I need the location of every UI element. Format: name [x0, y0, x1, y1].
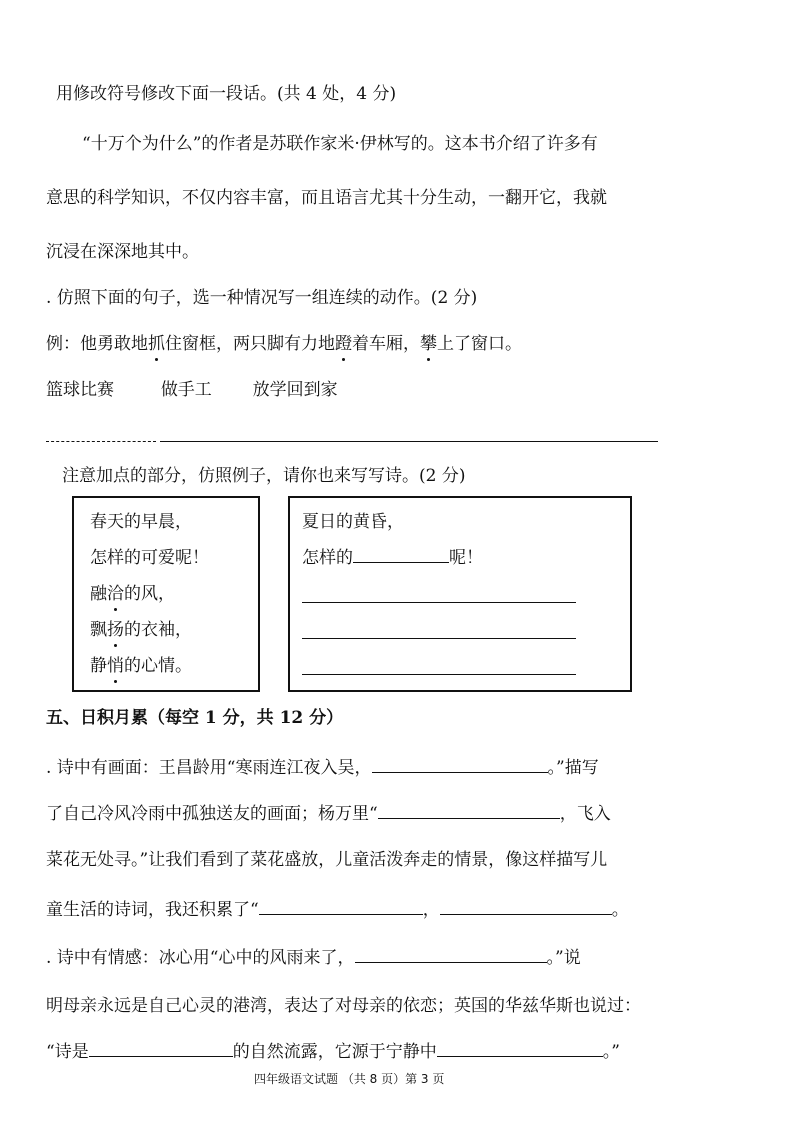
- poem-answer-box: [288, 496, 632, 692]
- action-option: 放学回到家: [252, 380, 338, 400]
- q2-blank[interactable]: [437, 1040, 603, 1057]
- poem-dotted-char: 扬: [107, 620, 124, 640]
- q1-text: ，飞入: [559, 804, 611, 824]
- poem-example-box: [72, 496, 260, 692]
- q1-text: 了自己冷风冷雨中孤独送友的画面；杨万里“: [46, 804, 378, 824]
- poem-left-line: 怎样的可爱呢！: [90, 548, 209, 568]
- q2-blank[interactable]: [355, 946, 547, 963]
- q2-blank[interactable]: [89, 1040, 233, 1057]
- q1-line1: [46, 756, 599, 780]
- poem-dotted-char: 洽: [107, 584, 124, 604]
- page-footer: 四年级语文试题 （共 8 页）第 3 页: [254, 1072, 445, 1086]
- answer-line[interactable]: [160, 441, 658, 442]
- q2-text: “诗是: [46, 1042, 89, 1062]
- poem-prompt-prefix: 怎样的: [302, 548, 353, 568]
- poem-char: 飘: [90, 620, 107, 640]
- poem-right-prompt: [302, 546, 483, 570]
- example-dotted-word: 蹬: [335, 334, 352, 354]
- poem-prompt-suffix: 呢！: [449, 548, 483, 568]
- poem-left-line: 春天的早晨，: [90, 512, 192, 532]
- action-example: [46, 332, 522, 356]
- poem-dotted-char: 悄: [107, 656, 124, 676]
- q1-blank[interactable]: [372, 756, 548, 773]
- q2-line3: [46, 1040, 620, 1064]
- poem-answer-line[interactable]: [302, 602, 576, 603]
- action-instruction: . 仿照下面的句子，选一种情况写一组连续的动作。(2 分): [46, 288, 478, 308]
- example-dotted-word: 抓: [148, 334, 165, 354]
- answer-line-dashed[interactable]: [46, 441, 156, 442]
- q2-text: 的自然流露，它源于宁静中: [232, 1042, 437, 1062]
- action-option: 做手工: [160, 380, 212, 400]
- section-five-heading: 五、日积月累（每空 1 分，共 12 分）: [46, 708, 344, 728]
- poem-char: 的心情。: [124, 656, 192, 676]
- q2-text: 。”: [602, 1042, 620, 1062]
- q1-text: ，: [422, 900, 440, 920]
- example-end: 上了窗口。: [437, 334, 522, 354]
- edit-instruction: 用修改符号修改下面一段话。(共 4 处，4 分): [56, 84, 397, 104]
- example-prefix: 例：他勇敢地: [46, 334, 148, 354]
- poem-char: 融: [90, 584, 107, 604]
- poem-left-line-dotted: [90, 582, 175, 606]
- action-option: 篮球比赛: [46, 380, 114, 400]
- q1-blank[interactable]: [440, 898, 612, 915]
- q1-text: 。: [611, 900, 629, 920]
- example-mid: 住窗框，两只脚有力地: [165, 334, 335, 354]
- poem-char: 的衣袖，: [124, 620, 192, 640]
- q1-text: 。”描写: [547, 758, 599, 778]
- action-options: [46, 378, 338, 402]
- poem-left-line-dotted: [90, 654, 192, 678]
- example-dotted-word: 攀: [420, 334, 437, 354]
- q1-blank[interactable]: [259, 898, 423, 915]
- q2-text: 。”说: [546, 948, 581, 968]
- edit-para-line1: “十万个为什么”的作者是苏联作家米·伊林写的。这本书介绍了许多有: [82, 134, 598, 154]
- q1-blank[interactable]: [378, 802, 560, 819]
- poem-left-line-dotted: [90, 618, 192, 642]
- q1-text: 童生活的诗词，我还积累了“: [46, 900, 259, 920]
- q1-line2: [46, 802, 611, 826]
- q2-line1: [46, 946, 581, 970]
- poem-right-title: 夏日的黄昏，: [302, 512, 404, 532]
- q1-line4: [46, 898, 629, 922]
- q2-line2: 明母亲永远是自己心灵的港湾，表达了对母亲的依恋；英国的华兹华斯也说过：: [46, 996, 641, 1016]
- q2-text: . 诗中有情感：冰心用“心中的风雨来了，: [46, 948, 355, 968]
- edit-para-line3: 沉浸在深深地其中。: [46, 242, 199, 262]
- poem-char: 静: [90, 656, 107, 676]
- edit-para-line2: 意思的科学知识，不仅内容丰富，而且语言尤其十分生动，一翻开它，我就: [46, 188, 607, 208]
- q1-text: . 诗中有画面：王昌龄用“寒雨连江夜入吴，: [46, 758, 372, 778]
- q1-line3: 菜花无处寻。”让我们看到了菜花盛放，儿童活泼奔走的情景，像这样描写儿: [46, 850, 608, 870]
- example-mid: 着车厢，: [352, 334, 420, 354]
- poem-instruction: 注意加点的部分，仿照例子，请你也来写写诗。(2 分): [62, 466, 466, 486]
- poem-answer-line[interactable]: [302, 638, 576, 639]
- poem-fill-blank[interactable]: [353, 546, 449, 563]
- poem-char: 的风，: [124, 584, 175, 604]
- poem-answer-line[interactable]: [302, 674, 576, 675]
